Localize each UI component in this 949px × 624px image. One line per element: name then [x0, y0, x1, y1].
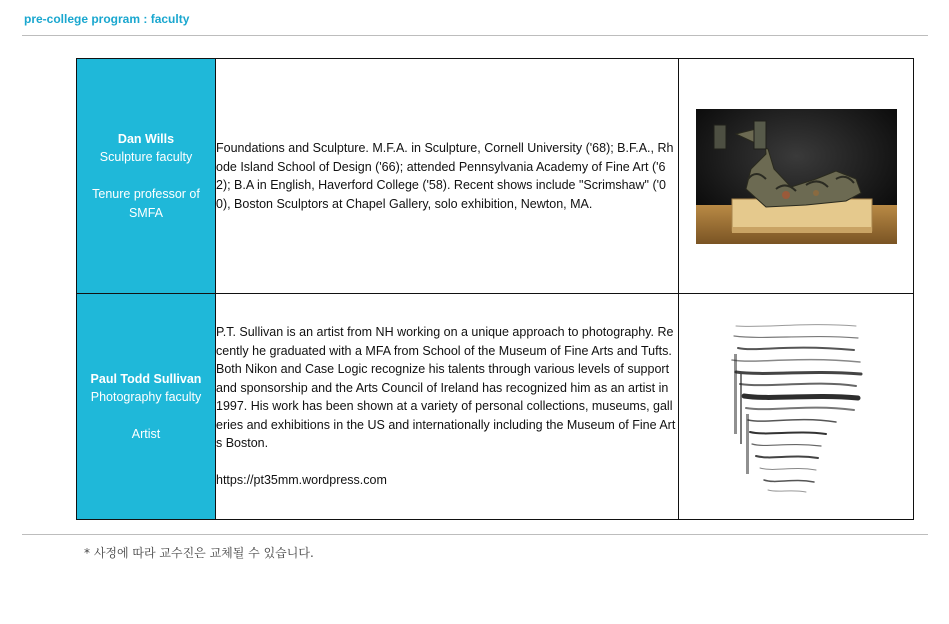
faculty-name-cell: [77, 294, 216, 520]
faculty-role: Photography faculty: [90, 390, 202, 404]
footer-note: * 사정에 따라 교수진은 교체될 수 있습니다.: [84, 546, 314, 560]
faculty-name: Dan Wills: [117, 131, 175, 146]
faculty-name-cell: [77, 59, 216, 294]
faculty-row: [77, 294, 914, 520]
faculty-photo-cell: [679, 59, 914, 294]
faculty-website-link[interactable]: https://pt35mm.wordpress.com: [216, 473, 387, 488]
faculty-role: Sculpture faculty: [99, 150, 193, 165]
faculty-row: [77, 59, 914, 294]
page-title: pre-college program : faculty: [24, 12, 190, 26]
header-divider: [22, 35, 928, 36]
faculty-bio: P.T. Sullivan is an artist from NH working on a unique approach to photography. Recently he graduated with a MFA from School of the Museum of Fine Arts and Tufts. Both Nikon and Case Logic recognize his talents through various levels of support and sponsorship and the Arts Council of Ireland has recognized him as an artist in 1997. His work has been shown at a variety of personal collections, museums, galleries and exhibitions in the US and internationally including the Museum of Fine Arts Boston.: [216, 325, 676, 451]
faculty-title: Tenure professor of SMFA: [92, 187, 200, 220]
footer-divider: [22, 534, 928, 535]
sculpture-photo: [696, 109, 897, 244]
faculty-bio: Foundations and Sculpture. M.F.A. in Sculpture, Cornell University ('68); B.F.A., Rhode Island School of Design ('66); attended Pennsylvania Academy of Fine Art ('62); B.A in English, Haverford College ('58). Recent shows include "Scrimshaw" ('00), Boston Sculptors at Chapel Gallery, solo exhibition, Newton, MA.: [216, 141, 674, 211]
faculty-bio-cell: [216, 294, 679, 520]
faculty-photo-cell: [679, 294, 914, 520]
faculty-bio-cell: [216, 59, 679, 294]
faculty-table: [76, 58, 914, 520]
abstract-photo: [726, 314, 866, 499]
faculty-name: Paul Todd Sullivan: [90, 371, 202, 386]
faculty-title: Artist: [131, 427, 161, 441]
